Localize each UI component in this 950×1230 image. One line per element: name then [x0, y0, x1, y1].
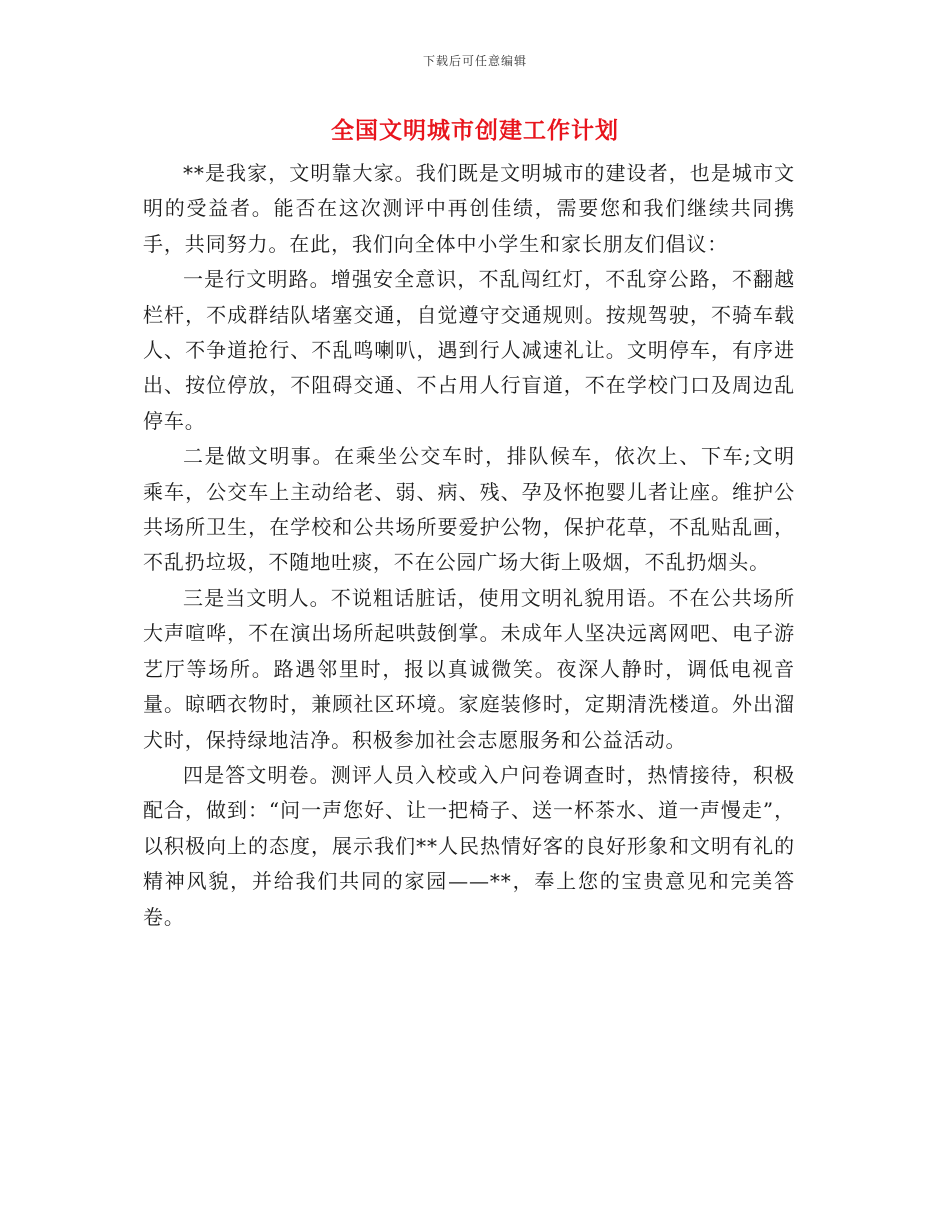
paragraph-civilized-person: 三是当文明人。不说粗话脏话，使用文明礼貌用语。不在公共场所大声喧哗，不在演出场所起哄鼓倒掌。未成年人坚决远离网吧、电子游艺厅等场所。路遇邻里时，报以真诚微笑。夜深人静时，调低电视音量。晾晒衣物时，兼顾社区环境。家庭装修时，定期清洗楼道。外出溜犬时，保持绿地洁净。积极参加社会志愿服务和公益活动。 — [143, 585, 795, 752]
document-title: 全国文明城市创建工作计划 — [331, 117, 619, 144]
paragraph-intro: **是我家，文明靠大家。我们既是文明城市的建设者，也是城市文明的受益者。能否在这次测评中再创佳绩，需要您和我们继续共同携手，共同努力。在此，我们向全体中小学生和家长朋友们倡议： — [143, 161, 795, 256]
document-body — [143, 156, 795, 935]
header-note: 下载后可任意编辑 — [422, 54, 527, 68]
paragraph-civilized-deeds: 二是做文明事。在乘坐公交车时，排队候车，依次上、下车;文明乘车，公交车上主动给老、弱、病、残、孕及怀抱婴儿者让座。维护公共场所卫生，在学校和公共场所要爱护公物，保护花草，不乱贴乱画，不乱扔垃圾，不随地吐痰，不在公园广场大街上吸烟，不乱扔烟头。 — [143, 444, 795, 575]
paragraph-civilized-survey: 四是答文明卷。测评人员入校或入户问卷调查时，热情接待，积极配合，做到：“问一声您好、让一把椅子、送一杯茶水、道一声慢走”，以积极向上的态度，展示我们**人民热情好客的良好形象和文明有礼的精神风貌，并给我们共同的家园——**，奉上您的宝贵意见和完美答卷。 — [143, 762, 795, 929]
paragraph-civilized-road: 一是行文明路。增强安全意识，不乱闯红灯，不乱穿公路，不翻越栏杆，不成群结队堵塞交通，自觉遵守交通规则。按规驾驶，不骑车载人、不争道抢行、不乱鸣喇叭，遇到行人减速礼让。文明停车，有序进出、按位停放，不阻碍交通、不占用人行盲道，不在学校门口及周边乱停车。 — [143, 267, 795, 433]
